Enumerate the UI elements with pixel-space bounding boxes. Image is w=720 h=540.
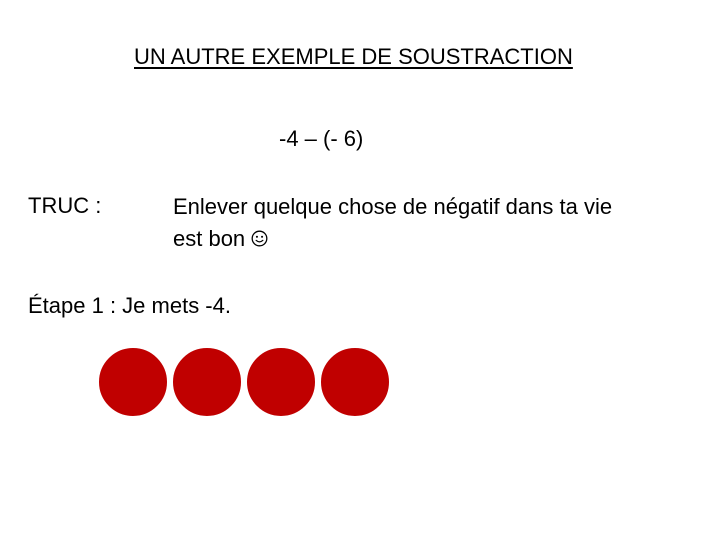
tip-text-block xyxy=(173,191,643,255)
tip-label: TRUC : xyxy=(28,193,102,218)
step-instruction: Étape 1 : Je mets -4. xyxy=(28,293,231,318)
tip-text: Enlever quelque chose de négatif dans ta vie est bon xyxy=(173,194,613,251)
negative-counter xyxy=(319,346,391,418)
negative-counter xyxy=(171,346,243,418)
subtraction-expression: -4 – (- 6) xyxy=(279,126,364,151)
negative-counter xyxy=(97,346,169,418)
negative-counter xyxy=(245,346,317,418)
smiley-icon xyxy=(251,224,268,241)
slide-title: UN AUTRE EXEMPLE DE SOUSTRACTION xyxy=(134,44,573,69)
